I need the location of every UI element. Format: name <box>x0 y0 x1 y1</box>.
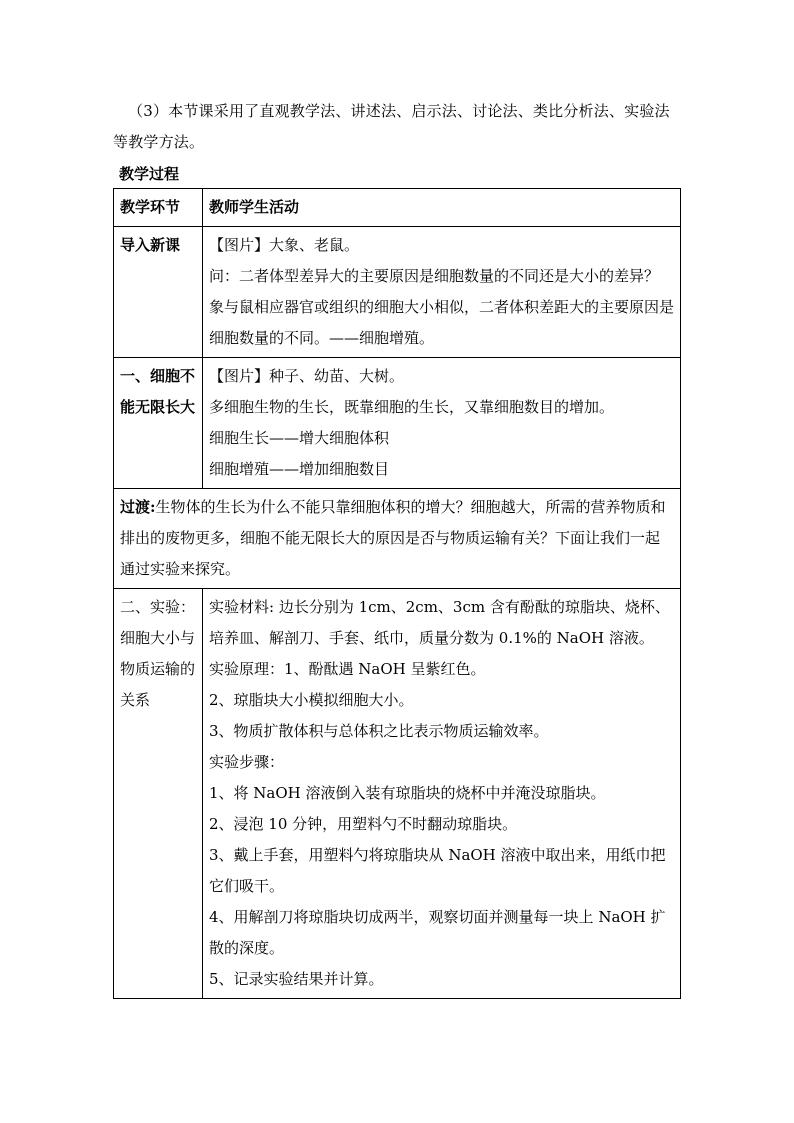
section-title: 教学过程 <box>119 165 180 183</box>
stage-cell: 导入新课 <box>114 227 203 358</box>
intro-text: （3）本节课采用了直观教学法、讲述法、启示法、讨论法、类比分析法、实验法等教学方法。 <box>113 102 670 151</box>
table-row <box>114 227 681 358</box>
activity-line: 多细胞生物的生长，既靠细胞的生长，又靠细胞数目的增加。 <box>209 398 615 416</box>
transition-cell <box>114 489 681 589</box>
activity-cell <box>203 227 681 358</box>
table-header-row <box>114 189 681 227</box>
activity-line: 象与鼠相应器官或组织的细胞大小相似，二者体积差距大的主要原因是细胞数量的不同。——细胞增殖。 <box>209 298 675 347</box>
table-row <box>114 358 681 489</box>
header-activity: 教师学生活动 <box>203 189 681 227</box>
activity-line: 2、浸泡 10 分钟，用塑料勺不时翻动琼脂块。 <box>209 815 518 833</box>
activity-line: 细胞增殖——增加细胞数目 <box>209 460 390 478</box>
activity-line: 实验原理：1、酚酞遇 NaOH 呈紫红色。 <box>209 660 486 678</box>
activity-line: 3、戴上手套，用塑料勺将琼脂块从 NaOH 溶液中取出来，用纸巾把它们吸干。 <box>209 846 666 895</box>
activity-line: 【图片】大象、老鼠。 <box>209 236 360 254</box>
activity-line: 问：二者体型差异大的主要原因是细胞数量的不同还是大小的差异？ <box>209 267 660 285</box>
materials-text: 边长分别为 1cm、2cm、3cm 含有酚酞的琼脂块、烧杯、培养皿、解剖刀、手套、纸巾，质量分数为 0.1%的 NaOH 溶液。 <box>209 598 670 647</box>
activity-line: 【图片】种子、幼苗、大树。 <box>209 367 405 385</box>
transition-text: 生物体的生长为什么不能只靠细胞体积的增大？细胞越大，所需的营养物质和排出的废物更多，细胞不能无限长大的原因是否与物质运输有关？下面让我们一起通过实验来探究。 <box>120 498 666 578</box>
activity-line: 细胞生长——增大细胞体积 <box>209 429 390 447</box>
teaching-process-table <box>113 188 681 999</box>
stage-cell: 二、实验：细胞大小与物质运输的关系 <box>114 589 203 999</box>
activity-line: 3、物质扩散体积与总体积之比表示物质运输效率。 <box>209 722 549 740</box>
table-row <box>114 589 681 999</box>
intro-paragraph <box>113 96 683 158</box>
transition-row <box>114 489 681 589</box>
activity-cell <box>203 358 681 489</box>
materials-label: 实验材料: <box>209 598 275 616</box>
activity-line: 1、将 NaOH 溶液倒入装有琼脂块的烧杯中并淹没琼脂块。 <box>209 784 606 802</box>
activity-cell <box>203 589 681 999</box>
header-stage: 教学环节 <box>114 189 203 227</box>
transition-label: 过渡: <box>120 498 156 516</box>
activity-line: 5、记录实验结果并计算。 <box>209 970 384 988</box>
activity-line: 2、琼脂块大小模拟细胞大小。 <box>209 691 414 709</box>
activity-line: 4、用解剖刀将琼脂块切成两半，观察切面并测量每一块上 NaOH 扩散的深度。 <box>209 908 666 957</box>
activity-line: 实验步骤： <box>209 753 285 771</box>
stage-cell: 一、细胞不能无限长大 <box>114 358 203 489</box>
materials-line <box>209 592 674 654</box>
